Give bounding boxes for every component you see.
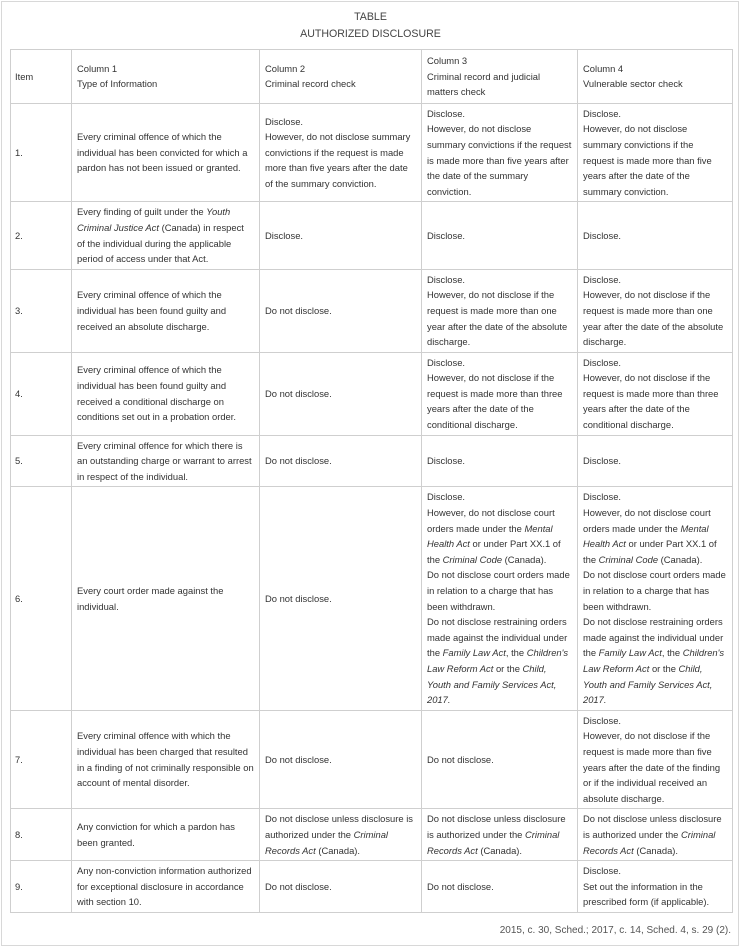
cell-text: Disclose. bbox=[427, 107, 466, 119]
cell-paragraph bbox=[583, 811, 727, 858]
row-item-number: 4. bbox=[11, 352, 72, 435]
header-column-3 bbox=[422, 50, 578, 104]
row-item-number: 6. bbox=[11, 487, 72, 710]
cell-text: Any conviction for which a pardon has been granted. bbox=[77, 821, 235, 848]
cell-paragraph bbox=[583, 228, 727, 244]
cell-text: (Canada). bbox=[315, 844, 361, 856]
cell-text: However, do not disclose if the request is made more than three years after the date of the conditional discharge. bbox=[427, 372, 563, 431]
cell-text: However, do not disclose court orders made under the bbox=[583, 507, 711, 534]
cell-text: (Canada). bbox=[658, 553, 703, 565]
statute-name: Child, Youth and Family Services Act, 2017. bbox=[583, 662, 713, 706]
cell-paragraph bbox=[427, 505, 572, 567]
cell-paragraph bbox=[265, 129, 416, 191]
table-row bbox=[11, 352, 733, 435]
cell-column-4 bbox=[578, 269, 733, 352]
table-row bbox=[11, 269, 733, 352]
statute-name: Mental Health Act bbox=[583, 522, 709, 550]
header-column-2 bbox=[260, 50, 422, 104]
cell-paragraph bbox=[427, 370, 572, 432]
header-item: Item bbox=[11, 50, 72, 104]
cell-text: Do not disclose. bbox=[427, 753, 494, 765]
statute-name: Criminal Records Act bbox=[583, 828, 716, 856]
cell-paragraph bbox=[427, 811, 572, 858]
cell-text: or under Part XX.1 of the bbox=[583, 538, 717, 565]
cell-paragraph bbox=[583, 121, 727, 199]
cell-paragraph bbox=[427, 287, 572, 349]
cell-column-2 bbox=[260, 710, 422, 809]
table-caption-line1: TABLE bbox=[354, 11, 387, 23]
cell-paragraph bbox=[77, 728, 254, 790]
cell-column-2 bbox=[260, 202, 422, 269]
table-caption-line2: AUTHORIZED DISCLOSURE bbox=[300, 28, 441, 40]
cell-column-1 bbox=[72, 861, 260, 913]
cell-column-3 bbox=[422, 710, 578, 809]
statute-name: Criminal Code bbox=[442, 553, 503, 565]
cell-text: Do not disclose restraining orders made against the individual under the bbox=[427, 616, 568, 659]
cell-column-4 bbox=[578, 352, 733, 435]
cell-paragraph bbox=[265, 453, 416, 469]
statute-name: Mental Health Act bbox=[427, 522, 553, 550]
cell-paragraph bbox=[427, 228, 572, 244]
cell-column-2 bbox=[260, 809, 422, 861]
cell-paragraph bbox=[427, 879, 572, 895]
cell-paragraph bbox=[583, 505, 727, 567]
cell-paragraph bbox=[77, 583, 254, 614]
header-column-4-number: Column 4 bbox=[583, 62, 624, 74]
cell-text: Every finding of guilt under the bbox=[77, 206, 207, 218]
cell-text: Disclose. bbox=[583, 273, 622, 285]
cell-text: , the bbox=[505, 647, 527, 659]
cell-column-4 bbox=[578, 861, 733, 913]
row-item-number: 8. bbox=[11, 809, 72, 861]
cell-column-3 bbox=[422, 809, 578, 861]
cell-text: Do not disclose court orders made in relation to a charge that has been withdrawn. bbox=[583, 569, 726, 612]
cell-column-1 bbox=[72, 487, 260, 710]
cell-text: However, do not disclose summary convictions if the request is made more than five years after the date of the summary conviction. bbox=[265, 131, 411, 189]
header-column-2-title: Criminal record check bbox=[265, 78, 356, 90]
cell-column-2 bbox=[260, 861, 422, 913]
cell-paragraph bbox=[77, 287, 254, 334]
cell-text: Every criminal offence of which the individual has been found guilty and received an absolute discharge. bbox=[77, 289, 227, 332]
cell-column-2 bbox=[260, 487, 422, 710]
header-column-3-number: Column 3 bbox=[427, 55, 468, 66]
cell-paragraph bbox=[265, 228, 416, 244]
cell-text: Any non-conviction information authorized for exceptional disclosure in accordance with section 10. bbox=[77, 865, 252, 908]
cell-text: Disclose. bbox=[583, 865, 622, 877]
cell-column-4 bbox=[578, 202, 733, 269]
cell-text: Disclose. bbox=[427, 455, 466, 467]
cell-text: However, do not disclose summary convictions if the request is made more than five years after the date of the summary conviction. bbox=[583, 123, 712, 197]
cell-paragraph bbox=[427, 355, 572, 371]
cell-text: or under Part XX.1 of the bbox=[427, 538, 561, 565]
cell-paragraph bbox=[583, 489, 727, 505]
statute-name: Children's Law Reform Act bbox=[427, 647, 569, 674]
row-item-number: 7. bbox=[11, 710, 72, 809]
cell-text: However, do not disclose if the request is made more than one year after the date of the absolute discharge. bbox=[583, 289, 724, 348]
statute-name: Family Law Act bbox=[442, 647, 506, 659]
table-row bbox=[11, 435, 733, 487]
table-row bbox=[11, 202, 733, 269]
cell-text: However, do not disclose if the request is made more than five years after the date of the finding or if the individual received an absolute discharge. bbox=[583, 730, 721, 804]
cell-text: (Canada). bbox=[502, 553, 547, 565]
statute-name: Child, Youth and Family Services Act, 2017. bbox=[427, 662, 557, 706]
cell-text: Disclose. bbox=[427, 491, 466, 503]
cell-text: However, do not disclose if the request is made more than three years after the date of the conditional discharge. bbox=[583, 372, 719, 431]
cell-column-4 bbox=[578, 435, 733, 487]
cell-paragraph bbox=[427, 614, 572, 708]
cell-paragraph bbox=[583, 355, 727, 371]
cell-paragraph bbox=[265, 386, 416, 402]
row-item-number: 9. bbox=[11, 861, 72, 913]
cell-text: Do not disclose. bbox=[265, 455, 332, 467]
header-column-1 bbox=[72, 50, 260, 104]
cell-paragraph bbox=[427, 272, 572, 288]
statute-name: Family Law Act bbox=[598, 647, 662, 659]
cell-column-1 bbox=[72, 103, 260, 202]
cell-text: Disclose. bbox=[265, 229, 304, 241]
cell-paragraph bbox=[265, 591, 416, 607]
cell-text: Every criminal offence with which the individual has been charged that resulted in a finding of not criminally responsible on account of mental disorder. bbox=[77, 730, 254, 789]
cell-paragraph bbox=[583, 453, 727, 469]
table-row bbox=[11, 710, 733, 809]
table-row bbox=[11, 487, 733, 710]
cell-text: (Canada) in respect of the individual during the applicable period of access under that Act. bbox=[77, 221, 244, 265]
cell-text: , the bbox=[661, 647, 683, 659]
cell-paragraph bbox=[583, 879, 727, 910]
authorized-disclosure-table bbox=[10, 49, 733, 913]
cell-text: or the bbox=[649, 662, 679, 674]
cell-text: Do not disclose. bbox=[427, 880, 494, 892]
cell-column-4 bbox=[578, 103, 733, 202]
cell-paragraph bbox=[427, 567, 572, 614]
cell-paragraph bbox=[583, 287, 727, 349]
cell-text: However, do not disclose if the request is made more than one year after the date of the absolute discharge. bbox=[427, 289, 568, 348]
cell-text: Disclose. bbox=[583, 491, 622, 503]
cell-text: Disclose. bbox=[265, 115, 304, 127]
header-column-1-number: Column 1 bbox=[77, 62, 118, 74]
cell-column-3 bbox=[422, 352, 578, 435]
cell-column-1 bbox=[72, 269, 260, 352]
cell-text: Disclose. bbox=[427, 356, 466, 368]
cell-text: Do not disclose court orders made in relation to a charge that has been withdrawn. bbox=[427, 569, 570, 612]
cell-paragraph bbox=[77, 819, 254, 850]
cell-text: Disclose. bbox=[583, 714, 622, 726]
cell-paragraph bbox=[265, 811, 416, 858]
cell-paragraph bbox=[265, 114, 416, 130]
cell-column-1 bbox=[72, 435, 260, 487]
row-item-number: 2. bbox=[11, 202, 72, 269]
cell-paragraph bbox=[265, 752, 416, 768]
statute-name: Criminal Records Act bbox=[265, 828, 388, 856]
cell-paragraph bbox=[427, 752, 572, 768]
cell-column-3 bbox=[422, 103, 578, 202]
cell-column-1 bbox=[72, 202, 260, 269]
cell-paragraph bbox=[265, 879, 416, 895]
cell-column-3 bbox=[422, 861, 578, 913]
cell-column-2 bbox=[260, 103, 422, 202]
cell-text: Do not disclose. bbox=[265, 592, 332, 604]
cell-paragraph bbox=[265, 303, 416, 319]
header-column-3-title: Criminal record and judicial matters check bbox=[427, 70, 541, 98]
cell-text: Every criminal offence for which there is an outstanding charge or warrant to arrest in respect of the individual. bbox=[77, 439, 252, 482]
cell-text: Disclose. bbox=[583, 229, 622, 241]
cell-column-4 bbox=[578, 710, 733, 809]
cell-paragraph bbox=[583, 370, 727, 432]
cell-column-3 bbox=[422, 435, 578, 487]
cell-text: Do not disclose unless disclosure is authorized under the bbox=[583, 813, 722, 840]
statute-name: Children's Law Reform Act bbox=[583, 647, 725, 674]
cell-text: (Canada). bbox=[633, 844, 679, 856]
cell-text: Disclose. bbox=[427, 229, 466, 241]
cell-paragraph bbox=[583, 106, 727, 122]
cell-text: Disclose. bbox=[583, 455, 622, 467]
statute-name: Youth Criminal Justice Act bbox=[77, 206, 231, 233]
row-item-number: 5. bbox=[11, 435, 72, 487]
cell-text: Disclose. bbox=[583, 107, 622, 119]
cell-paragraph bbox=[427, 489, 572, 505]
cell-paragraph bbox=[77, 129, 254, 176]
header-column-2-number: Column 2 bbox=[265, 62, 306, 74]
cell-paragraph bbox=[77, 362, 254, 424]
table-row bbox=[11, 809, 733, 861]
cell-text: Disclose. bbox=[427, 273, 466, 285]
cell-text: Do not disclose unless disclosure is authorized under the bbox=[427, 813, 566, 840]
cell-column-3 bbox=[422, 269, 578, 352]
cell-text: or the bbox=[493, 662, 523, 674]
cell-paragraph bbox=[583, 272, 727, 288]
cell-column-1 bbox=[72, 352, 260, 435]
statute-name: Criminal Code bbox=[598, 553, 659, 565]
cell-paragraph bbox=[583, 728, 727, 806]
cell-paragraph bbox=[583, 567, 727, 614]
cell-paragraph bbox=[427, 453, 572, 469]
row-item-number: 3. bbox=[11, 269, 72, 352]
cell-paragraph bbox=[77, 438, 254, 485]
cell-paragraph bbox=[583, 614, 727, 708]
cell-text: Do not disclose. bbox=[265, 880, 332, 892]
table-row bbox=[11, 861, 733, 913]
cell-text: Do not disclose. bbox=[265, 753, 332, 765]
cell-column-1 bbox=[72, 809, 260, 861]
cell-text: However, do not disclose summary convictions if the request is made more than five years after the date of the summary conviction. bbox=[427, 123, 572, 197]
cell-column-4 bbox=[578, 809, 733, 861]
cell-paragraph bbox=[583, 863, 727, 879]
cell-paragraph bbox=[583, 713, 727, 729]
cell-paragraph bbox=[77, 863, 254, 910]
table-caption bbox=[0, 9, 741, 43]
cell-paragraph bbox=[77, 204, 254, 266]
header-column-4 bbox=[578, 50, 733, 104]
cell-paragraph bbox=[427, 121, 572, 199]
history-note: 2015, c. 30, Sched.; 2017, c. 14, Sched. 4, s. 29 (2). bbox=[499, 925, 731, 936]
cell-text: Every court order made against the individual. bbox=[77, 585, 224, 612]
cell-column-3 bbox=[422, 487, 578, 710]
cell-column-2 bbox=[260, 352, 422, 435]
table-row bbox=[11, 103, 733, 202]
statute-name: Criminal Records Act bbox=[427, 828, 560, 856]
cell-column-3 bbox=[422, 202, 578, 269]
cell-text: Every criminal offence of which the individual has been found guilty and received a conditional discharge on conditions set out in a probation order. bbox=[77, 364, 236, 423]
cell-text: Set out the information in the prescribed form (if applicable). bbox=[583, 880, 710, 908]
cell-paragraph bbox=[427, 106, 572, 122]
cell-text: Do not disclose. bbox=[265, 304, 332, 316]
cell-column-2 bbox=[260, 435, 422, 487]
cell-text: Do not disclose restraining orders made against the individual under the bbox=[583, 616, 724, 659]
header-column-4-title: Vulnerable sector check bbox=[583, 78, 683, 90]
cell-text: (Canada). bbox=[477, 844, 523, 856]
cell-column-4 bbox=[578, 487, 733, 710]
cell-column-2 bbox=[260, 269, 422, 352]
row-item-number: 1. bbox=[11, 103, 72, 202]
cell-text: Disclose. bbox=[583, 356, 622, 368]
cell-text: Every criminal offence of which the individual has been convicted for which a pardon has not been issued or granted. bbox=[77, 131, 248, 174]
cell-text: Do not disclose. bbox=[265, 387, 332, 399]
cell-text: Do not disclose unless disclosure is authorized under the bbox=[265, 813, 413, 840]
header-column-1-title: Type of Information bbox=[77, 78, 158, 90]
cell-column-1 bbox=[72, 710, 260, 809]
cell-text: However, do not disclose court orders made under the bbox=[427, 507, 555, 534]
table-header-row bbox=[11, 50, 733, 104]
